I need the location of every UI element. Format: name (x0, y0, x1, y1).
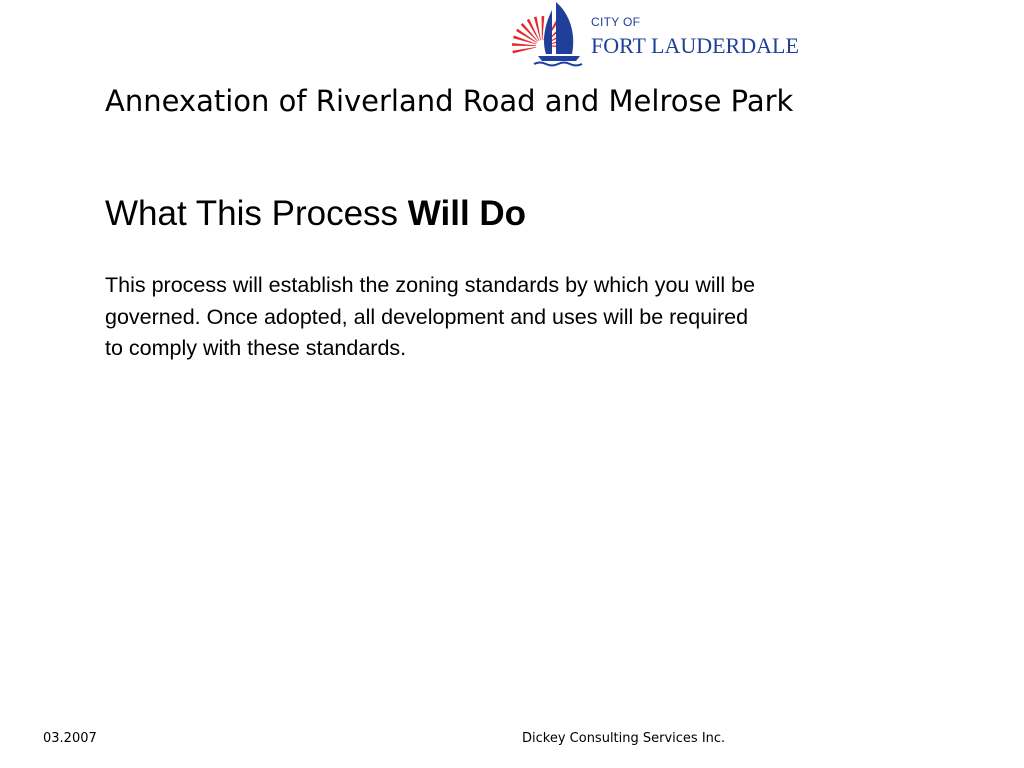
sun-ray (512, 47, 536, 53)
body-line: governed. Once adopted, all development and uses will be required (105, 304, 749, 329)
body-paragraph (105, 270, 905, 365)
logo-city-name: FORT LAUDERDALE (591, 33, 799, 58)
deck-title: Annexation of Riverland Road and Melrose Park (105, 84, 794, 118)
section-heading (105, 194, 526, 234)
logo-city-of: CITY OF (591, 15, 641, 29)
sun-ray (542, 16, 545, 40)
city-logo (512, 0, 842, 70)
sun-ray (512, 43, 536, 46)
body-line: This process will establish the zoning standards by which you will be (105, 273, 756, 297)
footer-credit: Dickey Consulting Services Inc. (522, 731, 726, 746)
body-line: to comply with these standards. (105, 336, 407, 360)
sun-and-sailboat-icon (512, 0, 584, 68)
section-heading-regular: What This Process (105, 194, 408, 233)
footer-date: 03.2007 (43, 731, 97, 746)
section-heading-bold: Will Do (407, 194, 527, 233)
